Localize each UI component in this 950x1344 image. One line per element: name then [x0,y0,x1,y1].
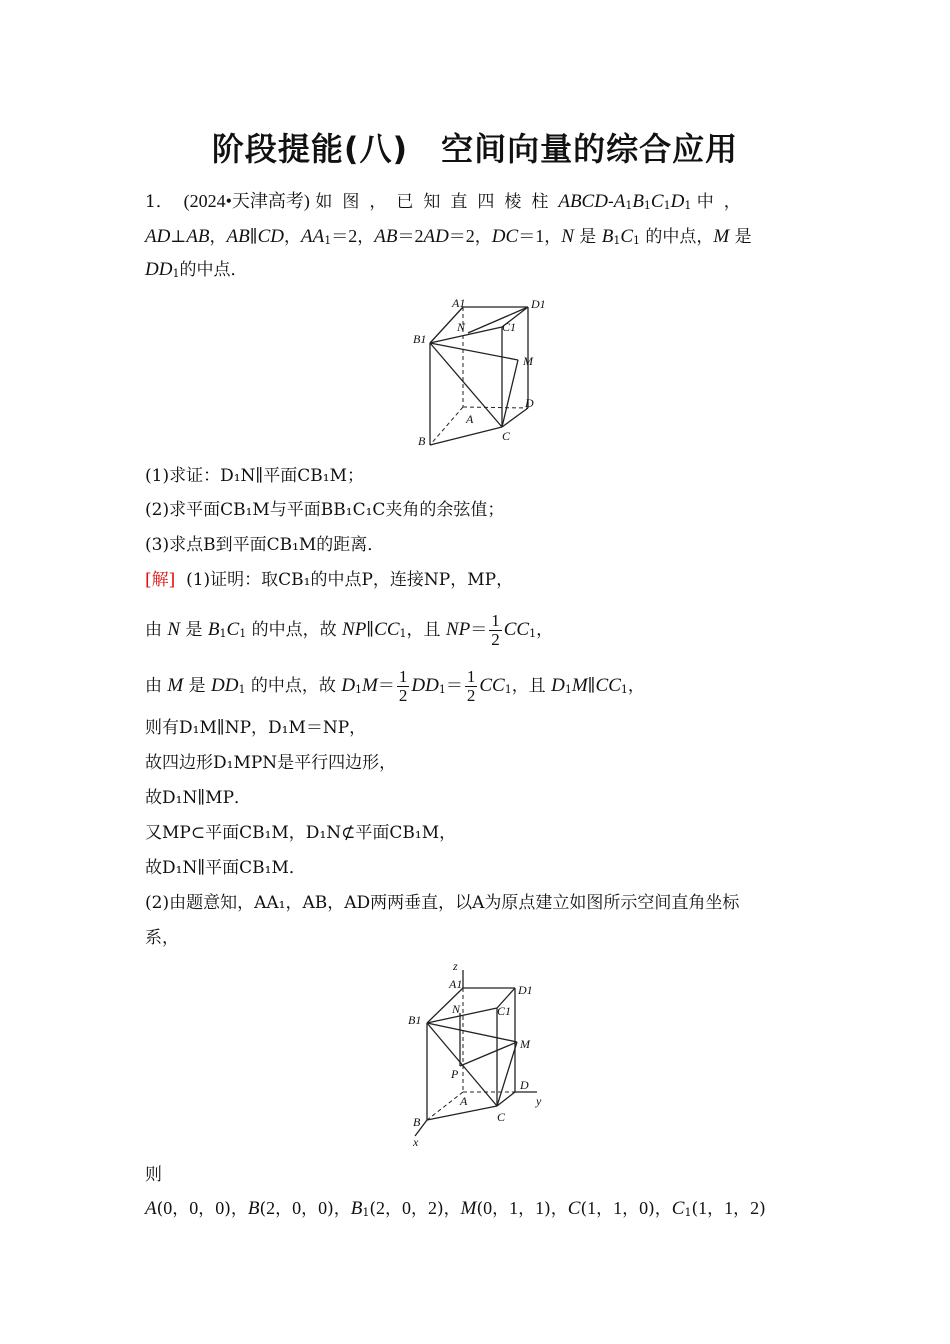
problem-line-3: $DD_1$的中点． [145,259,248,280]
solution-line-3: 由 M 是 $DD_1$ 的中点，故 $D_1M=$ $\frac{1}{2}$ $DD_1=$ $\frac{1}{2}$ $CC_1$，且 $D_1M\parallel CC_1$， [145,667,645,705]
fig1-label-d: D [525,396,534,410]
solution-line-2: 由 N 是 $B_1C_1$ 的中点，故 $NP\parallel CC_1$，且 NP＝ $\frac{1}{2}$ $CC_1$， [145,611,554,649]
fig2-label-d1: D1 [518,983,533,997]
fraction-half: $\frac{1}{2}$ [491,611,500,649]
fig1-label-c1: C1 [502,320,517,334]
solution-line-9: (2)由题意知，AA₁，AB，AD两两垂直，以A为原点建立如图所示空间直角坐标 [145,893,740,913]
fig2-label-m: M [520,1037,530,1051]
fig1-label-b1: B1 [413,332,427,346]
solution-line-5: 故四边形D₁MPN是平行四边形， [145,753,397,773]
fig2-label-y: y [536,1094,542,1108]
fig2-label-n: N [452,1002,461,1016]
fig1-label-d1: D1 [531,297,546,311]
fig1-label-n: N [457,320,466,334]
fig2-label-b1: B1 [408,1013,422,1027]
solution-tag: [解] [145,570,176,590]
problem-line-2: AD⊥AB，AB∥CD，$AA_1=2$，AB＝2AD＝2，DC＝1，N 是 $B_1C_1$ 的中点，M 是 [145,226,752,247]
fig1-label-a: A [466,412,474,426]
fig2-label-a: A [460,1094,468,1108]
solution-line-6: 故D₁N∥MP． [145,788,252,808]
fig2-label-z: z [453,959,458,973]
solution-line-1: [解] (1)证明：取CB₁的中点P，连接NP，MP， [145,570,514,590]
fig2-label-a1: A1 [449,977,463,991]
fig1-label-a1: A1 [452,296,466,310]
question-1: (1)求证：D₁N∥平面CB₁M； [145,466,364,486]
fig2-label-d: D [520,1078,529,1092]
coordinate-figure [405,958,555,1153]
fig2-label-x: x [413,1135,419,1149]
fig1-label-b: B [418,434,426,448]
fig2-label-c: C [497,1110,506,1124]
fraction-half: $\frac{1}{2}$ [398,667,408,705]
prism-figure [410,295,560,455]
fraction-half: $\frac{1}{2}$ [466,667,476,705]
solution-line-7: 又MP⊂平面CB₁M，D₁N⊄平面CB₁M， [145,823,457,843]
question-3: (3)求点B到平面CB₁M的距离． [145,535,385,555]
solution-line-10: 系， [145,928,179,948]
solution-line-4: 则有D₁M∥NP，D₁M＝NP， [145,718,367,738]
question-2: (2)求平面CB₁M与平面BB₁C₁C夹角的余弦值； [145,500,505,520]
page-title: 阶段提能(八) 空间向量的综合应用 [211,130,739,168]
coordinates-line: A(0，0，0)，B(2，0，0)，$B_1(2$，0，2)，M(0，1，1)，C(1，1，0)，$C_1(1$，1，2) [145,1198,766,1219]
fig2-label-b: B [413,1115,421,1129]
fig2-label-p: P [451,1067,459,1081]
solution-line-8: 故D₁N∥平面CB₁M． [145,858,306,878]
problem-line-1: 1． (2024•天津高考) 如图，已知直四棱柱ABCD-$A_1B_1C_1D_1$ 中， [145,191,751,212]
fig2-label-c1: C1 [497,1004,512,1018]
fig1-label-m: M [523,354,533,368]
solution-line-11: 则 [145,1165,162,1185]
fig1-label-c: C [502,429,511,443]
